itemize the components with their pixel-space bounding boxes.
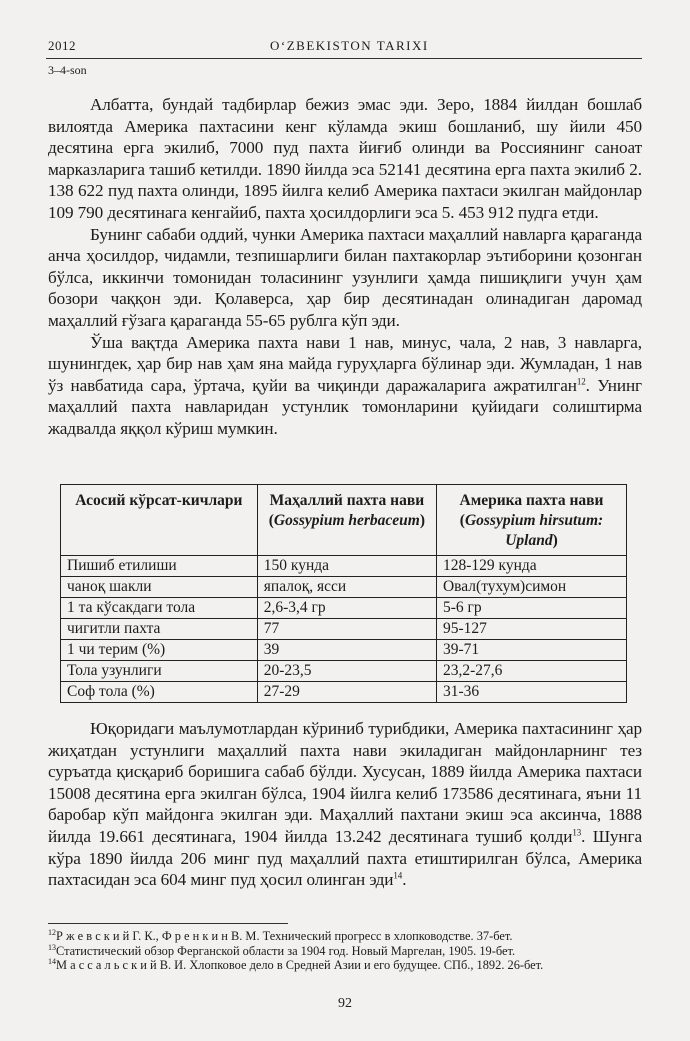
table-cell: Овал(тухум)симон [436, 577, 626, 598]
table-cell: 2,6-3,4 гр [257, 598, 436, 619]
body-text-bottom [48, 718, 642, 891]
paragraph-3-text: Ўша вақтда Америка пахта нави 1 нав, минус, чала, 2 нав, 3 навларга, шунингдек, ҳар бир нав ҳам яна майда гуруҳларга бўлинар эди. Жумладан, 1 нав ўз навбатида сара, ўртача, қуйи ва чиқинди даражаларига ажратилган [48, 332, 642, 395]
header-year: 2012 [48, 38, 76, 53]
table-header-american: Америка пахта нави (Gossypium hirsutum: Upland) [436, 485, 626, 556]
table-cell: 77 [257, 619, 436, 640]
table-header-indicator: Асосий кўрсат-кичлари [61, 485, 258, 556]
paragraph-3 [48, 332, 642, 440]
footnote-13: $^{13}$Статистический обзор Ферганской области за 1904 год. Новый Маргелан, 1905. 19-бет. [48, 942, 516, 958]
comparison-table [60, 484, 627, 703]
table-cell: 128-129 кунда [436, 556, 626, 577]
header-rule [46, 58, 642, 59]
table-cell: 1 та кўсакдаги тола [61, 598, 258, 619]
paragraph-1: Албатта, бундай тадбирлар бежиз эмас эди. Зеро, 1884 йилдан бошлаб вилоятда Америка пахтасини кенг кўламда экиш бошланиб, шу йили 450 десятина ерга экилиб, 7000 пуд пахта йиғиб олинди ва Россиянинг саноат марказларига ташиб кетилди. 1890 йилда эса 52141 десятина ерга пахта экилиб 2. 138 622 пуд пахта олинди, 1895 йилга келиб Америка пахтаси экилган майдонлар 109 790 десятинага кенгайиб, пахта ҳосилдорлиги эса 5. 453 912 пудга етди. [48, 95, 642, 222]
table-row [61, 556, 627, 577]
footnote-ref-12: 12 [576, 375, 586, 386]
page-number: 92 [338, 996, 352, 1011]
table-cell: 23,2-27,6 [436, 661, 626, 682]
table-row [61, 577, 627, 598]
footnote-12: $^{12}$Р ж е в с к и й Г. К., Ф р е н к и н В. М. Технический прогресс в хлопководстве. 37-бет. [48, 927, 513, 943]
table-cell: 5-6 гр [436, 598, 626, 619]
table-row [61, 598, 627, 619]
table-header-local: Маҳаллий пахта нави (Gossypium herbaceum) [257, 485, 436, 556]
body-text-top [48, 94, 642, 440]
table-cell: 150 кунда [257, 556, 436, 577]
table-cell: Пишиб етилиши [61, 556, 258, 577]
table-cell: 1 чи терим (%) [61, 640, 258, 661]
table-cell: 39-71 [436, 640, 626, 661]
table-cell: 27-29 [257, 682, 436, 703]
header-issue: 3–4-son [48, 63, 87, 77]
table-header-row [61, 485, 627, 556]
table-row [61, 661, 627, 682]
table-cell: 31-36 [436, 682, 626, 703]
table-cell: 95-127 [436, 619, 626, 640]
table-row [61, 682, 627, 703]
table-cell: япалоқ, ясси [257, 577, 436, 598]
paragraph-2: Бунинг сабаби оддий, чунки Америка пахтаси маҳаллий навларга қараганда анча ҳосилдор, чидамли, тезпишарлиги билан пахтакорлар эътиборини қозонган бўлса, иккинчи томонидан толасининг узунлиги ҳамда пишиқлиги учун ҳам бозори чаққон эди. Қолаверса, ҳар бир десятинадан олинадиган даромад маҳаллий ғўзага қараганда 55-65 рублга кўп эди. [48, 224, 642, 330]
footnote-ref-14: 14 [393, 870, 403, 881]
journal-title: O‘ZBEKISTON TARIXI [270, 38, 429, 53]
paragraph-4: Юқоридаги маълумотлардан кўриниб турибдики, Америка пахтасининг ҳар жиҳатдан устунлиги маҳаллий пахта нави экиладиган майдонларнинг тез суръатда қисқариб боришига сабаб бўлди. Хусусан, 1889 йилда Америка пахтаси 15008 десятина ерга экилган бўлса, 1904 йилга келиб 173586 десятинага, яъни 11 баробар кўп майдонга экилган эди. Маҳаллий пахтани экиш эса аксинча, 1888 йилда 19.661 десятинага, 1904 йилда 13.242 десятинага тушиб қолди$^{13}$. Шунга кўра 1890 йилда 206 минг пуд маҳаллий пахта етиштирилган бўлса, Америка пахтасидан эса 604 минг пуд ҳосил олинган эди$^{14}$. [48, 719, 643, 890]
footnote-ref-13: 13 [572, 827, 582, 838]
paragraph-3-text-end: . Унинг маҳаллий пахта навларидан устунлик томонларини қуйидаги солиштирма жадвалда яққол кўриш мумкин. [48, 375, 642, 438]
footnote-14: $^{14}$М а с с а л ь с к и й В. И. Хлопковое дело в Средней Азии и его будущее. СПб., 1892. 26-бет. [48, 956, 544, 972]
table-cell: 20-23,5 [257, 661, 436, 682]
table-row [61, 619, 627, 640]
table-cell: чигитли пахта [61, 619, 258, 640]
footnote-rule [48, 923, 288, 924]
table-cell: Тола узунлиги [61, 661, 258, 682]
table-cell: чаноқ шакли [61, 577, 258, 598]
table-row [61, 640, 627, 661]
table-cell: 39 [257, 640, 436, 661]
footnotes [48, 929, 648, 973]
table-cell: Соф тола (%) [61, 682, 258, 703]
